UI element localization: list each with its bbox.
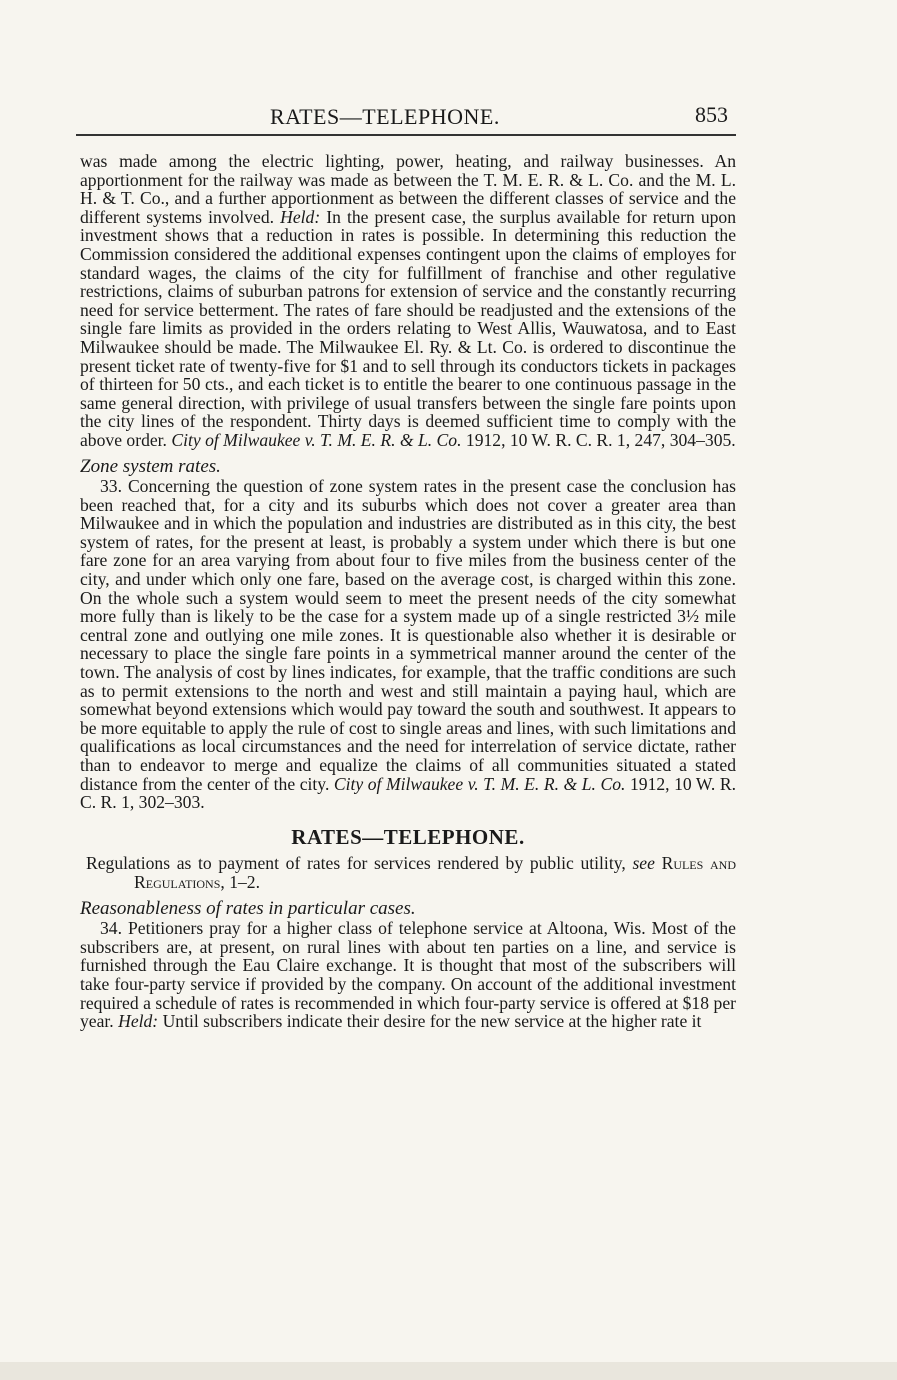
held-label: Held: [280, 206, 321, 227]
case-citation: City of Milwaukee v. T. M. E. R. & L. Co. [171, 429, 462, 450]
case-citation: City of Milwaukee v. T. M. E. R. & L. Co. [333, 773, 626, 794]
paragraph-text: 33. Concerning the question of zone system rates in the present case the conclusion has been reached that, for a city and its suburbs which does not cover a greater area than Milwaukee and in which the population and industries are distributed as in this city, the best system of rates, for the present at least, is probably a system under which there is but one fare zone for an area varying from about four to five miles from the business center of the city, and under which only one fare, based on the average cost, is charged within this zone. On the whole such a system would seem to meet the present needs of the city somewhat more fully than is likely to be the case for a system made up of a single restricted 3½ mile central zone and outlying one mile zones. It is questionable also whether it is desirable or necessary to place the single fare points in a symmetrical manner around the center of the town. The analysis of cost by lines indicates, for example, that the traffic conditions are such as to permit extensions to the north and west and still maintain a paying haul, which are somewhat beyond extensions which would pay toward the south and southwest. It appears to be more equitable to apply the rule of cost to single areas and lines, with such limitations and qualifications as local circumstances and the need for interrelation of service dictate, rather than to endeavor to merge and equalize the claims of all communities situated a stated distance from the center of the city. [80, 476, 736, 794]
regulations-note [80, 854, 736, 891]
page-bottom-edge [0, 1362, 897, 1380]
paragraph-33 [80, 477, 736, 812]
paragraph-text: 34. Petitioners pray for a higher class of telephone service at Altoona, Wis. Most of the subscribers are, at present, on rural lines with about ten parties on a line, and service is furnished through the Eau Claire exchange. It is thought that most of the subscribers will take four-party service if provided by the company. On account of the additional investment required a schedule of rates is recommended in which four-party service is offered at $18 per year. [80, 918, 736, 1032]
section-heading: RATES—TELEPHONE. [291, 824, 525, 849]
section-title-reasonableness: Reasonableness of rates in particular cases. [80, 897, 416, 919]
section-title-zone: Zone system rates. [80, 455, 221, 477]
header-rule [76, 134, 736, 136]
paragraph-text: Until subscribers indicate their desire for the new service at the higher rate it [162, 1011, 702, 1032]
paragraph-34 [80, 919, 736, 1031]
body-text [80, 152, 736, 1031]
paragraph-continued [80, 152, 736, 450]
held-label: Held: [118, 1011, 159, 1032]
citation-reference: 1912, 10 W. R. C. R. 1, 247, 304–305. [465, 429, 736, 450]
paragraph-text: was made among the electric lighting, power, heating, and railway businesses. An apportionment for the railway was made as between the T. M. E. R. & L. Co. and the M. L. H. & T. Co., and a further apportionment as between the different classes of service and the different systems involved. [80, 151, 736, 227]
page-number: 853 [695, 102, 728, 127]
paragraph-text: In the present case, the surplus available for return upon investment shows that a reduction in rates is possible. In determining this reduction the Commission considered the additional expenses contingent upon the claims of employes for standard wages, the claims of the city for fulfillment of franchise and other regulative restrictions, claims of suburban patrons for extension of service and the constantly recurring need for service betterment. The rates of fare should be readjusted and the extensions of the single fare limits as provided in the orders relating to West Allis, Wauwatosa, and to East Milwaukee should be made. The Milwaukee El. Ry. & Lt. Co. is ordered to discontinue the present ticket rate of twenty-five for $1 and to sell through its conductors tickets in packages of thirteen for 50 cts., and each ticket is to entitle the bearer to one continuous passage in the same general direction, with privilege of usual transfers between the single fare points upon the city lines of the respondent. Thirty days is deemed sufficient time to comply with the above order. [80, 206, 737, 450]
cross-reference: Rules and Regulations, 1–2. [134, 853, 736, 892]
citation-reference: 1912, 10 W. R. C. R. 1, 302–303. [80, 773, 736, 813]
running-head [80, 100, 732, 130]
running-title: RATES—TELEPHONE. [270, 104, 500, 129]
see-label: see [632, 853, 655, 874]
regulations-text: Regulations as to payment of rates for services rendered by public utility, [86, 853, 626, 874]
